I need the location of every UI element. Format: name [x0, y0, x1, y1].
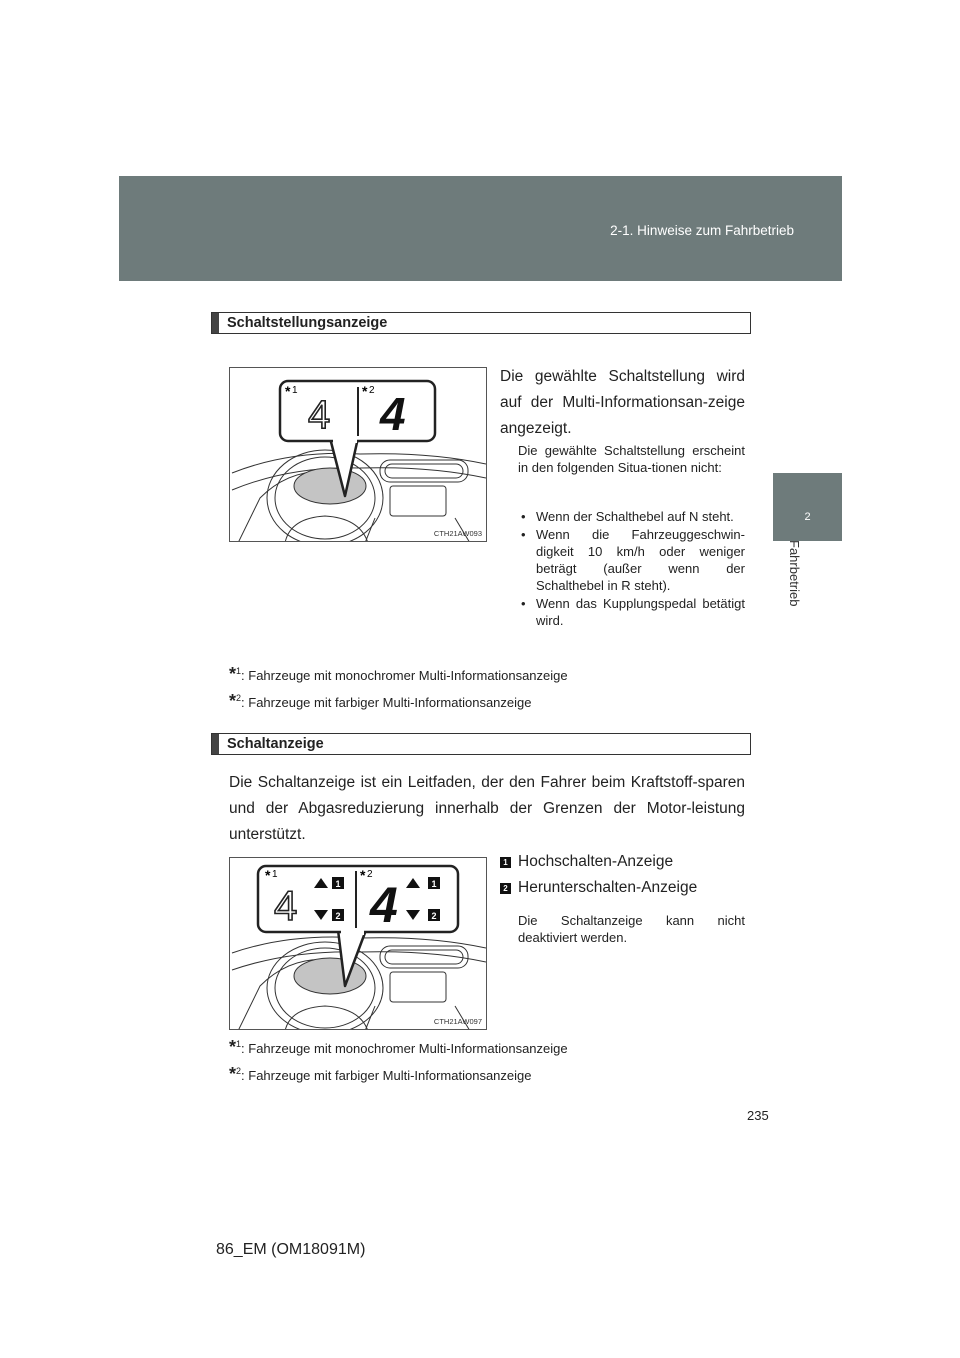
mark-star-2: *	[360, 867, 366, 883]
gear-digit-mono: 4	[308, 393, 331, 437]
footnote-2: *$^2$: Fahrzeuge mit farbiger Multi-Informationsanzeige	[229, 1064, 532, 1084]
badge-2: 2	[431, 911, 437, 921]
gear-digit-mono: 4	[274, 882, 298, 929]
chapter-tab[interactable]	[773, 473, 842, 541]
figure-gear-position	[229, 367, 487, 542]
section1-intro: Die gewählte Schaltstellung wird auf der Multi-Informationsan-zeige angezeigt.	[500, 368, 745, 437]
mark-number-1: 1	[272, 869, 278, 880]
badge-1: 1	[500, 857, 511, 868]
list-item: • Wenn die Fahrzeuggeschwin-digkeit 10 km/h oder weniger beträgt (außer wenn der Schalthebel in R steht).	[518, 526, 745, 594]
dashboard-illustration	[230, 858, 487, 1030]
list-item: • Wenn das Kupplungspedal betätigt wird.	[518, 595, 745, 629]
section1-bullet-list	[518, 508, 745, 630]
section1-note: Die gewählte Schaltstellung erscheint in den folgenden Situa-tionen nicht:	[518, 443, 745, 475]
chapter-number: 2	[804, 511, 811, 523]
mark-star-1: *	[285, 383, 291, 399]
badge-2: 2	[335, 911, 341, 921]
mark-star-2: *	[362, 383, 368, 399]
section2-intro: Die Schaltanzeige ist ein Leitfaden, der den Fahrer beim Kraftstoff-sparen und der Abgasreduzierung innerhalb der Grenzen der Motor-leistung unterstützt.	[229, 774, 745, 843]
document-id: 86_EM (OM18091M)	[216, 1241, 366, 1258]
section-header: 2-1. Hinweise zum Fahrbetrieb	[610, 223, 794, 238]
mark-number-1: 1	[292, 385, 298, 396]
badge-1: 1	[335, 879, 341, 889]
header-band	[119, 176, 842, 281]
gear-digit-color: 4	[380, 388, 406, 440]
legend-item-1: 1 Hochschalten-Anzeige	[500, 853, 673, 871]
figure-code: CTH21AW097	[433, 1017, 482, 1026]
mark-number-2: 2	[367, 869, 373, 880]
badge-1: 1	[431, 879, 437, 889]
legend-item-2: 2 Herunterschalten-Anzeige	[500, 879, 697, 897]
list-item: • Wenn der Schalthebel auf N steht.	[518, 508, 745, 525]
section-title-schaltanzeige: Schaltanzeige	[211, 733, 751, 755]
footnote-1: *$^1$: Fahrzeuge mit monochromer Multi-Informationsanzeige	[229, 664, 568, 684]
figure-shift-indicator	[229, 857, 487, 1030]
footnote-2: *$^2$: Fahrzeuge mit farbiger Multi-Informationsanzeige	[229, 691, 532, 711]
badge-2: 2	[500, 883, 511, 894]
page-number: 235	[747, 1108, 769, 1123]
dashboard-illustration	[230, 368, 487, 542]
figure-code: CTH21AW093	[433, 529, 482, 538]
footnote-1: *$^1$: Fahrzeuge mit monochromer Multi-Informationsanzeige	[229, 1037, 568, 1057]
mark-star-1: *	[265, 867, 271, 883]
gear-digit-color: 4	[370, 877, 398, 933]
chapter-label: Fahrbetrieb	[787, 540, 802, 607]
section2-note: Die Schaltanzeige kann nicht deaktiviert werden.	[518, 913, 745, 945]
mark-number-2: 2	[369, 385, 375, 396]
section-title-schaltstellungsanzeige: Schaltstellungsanzeige	[211, 312, 751, 334]
